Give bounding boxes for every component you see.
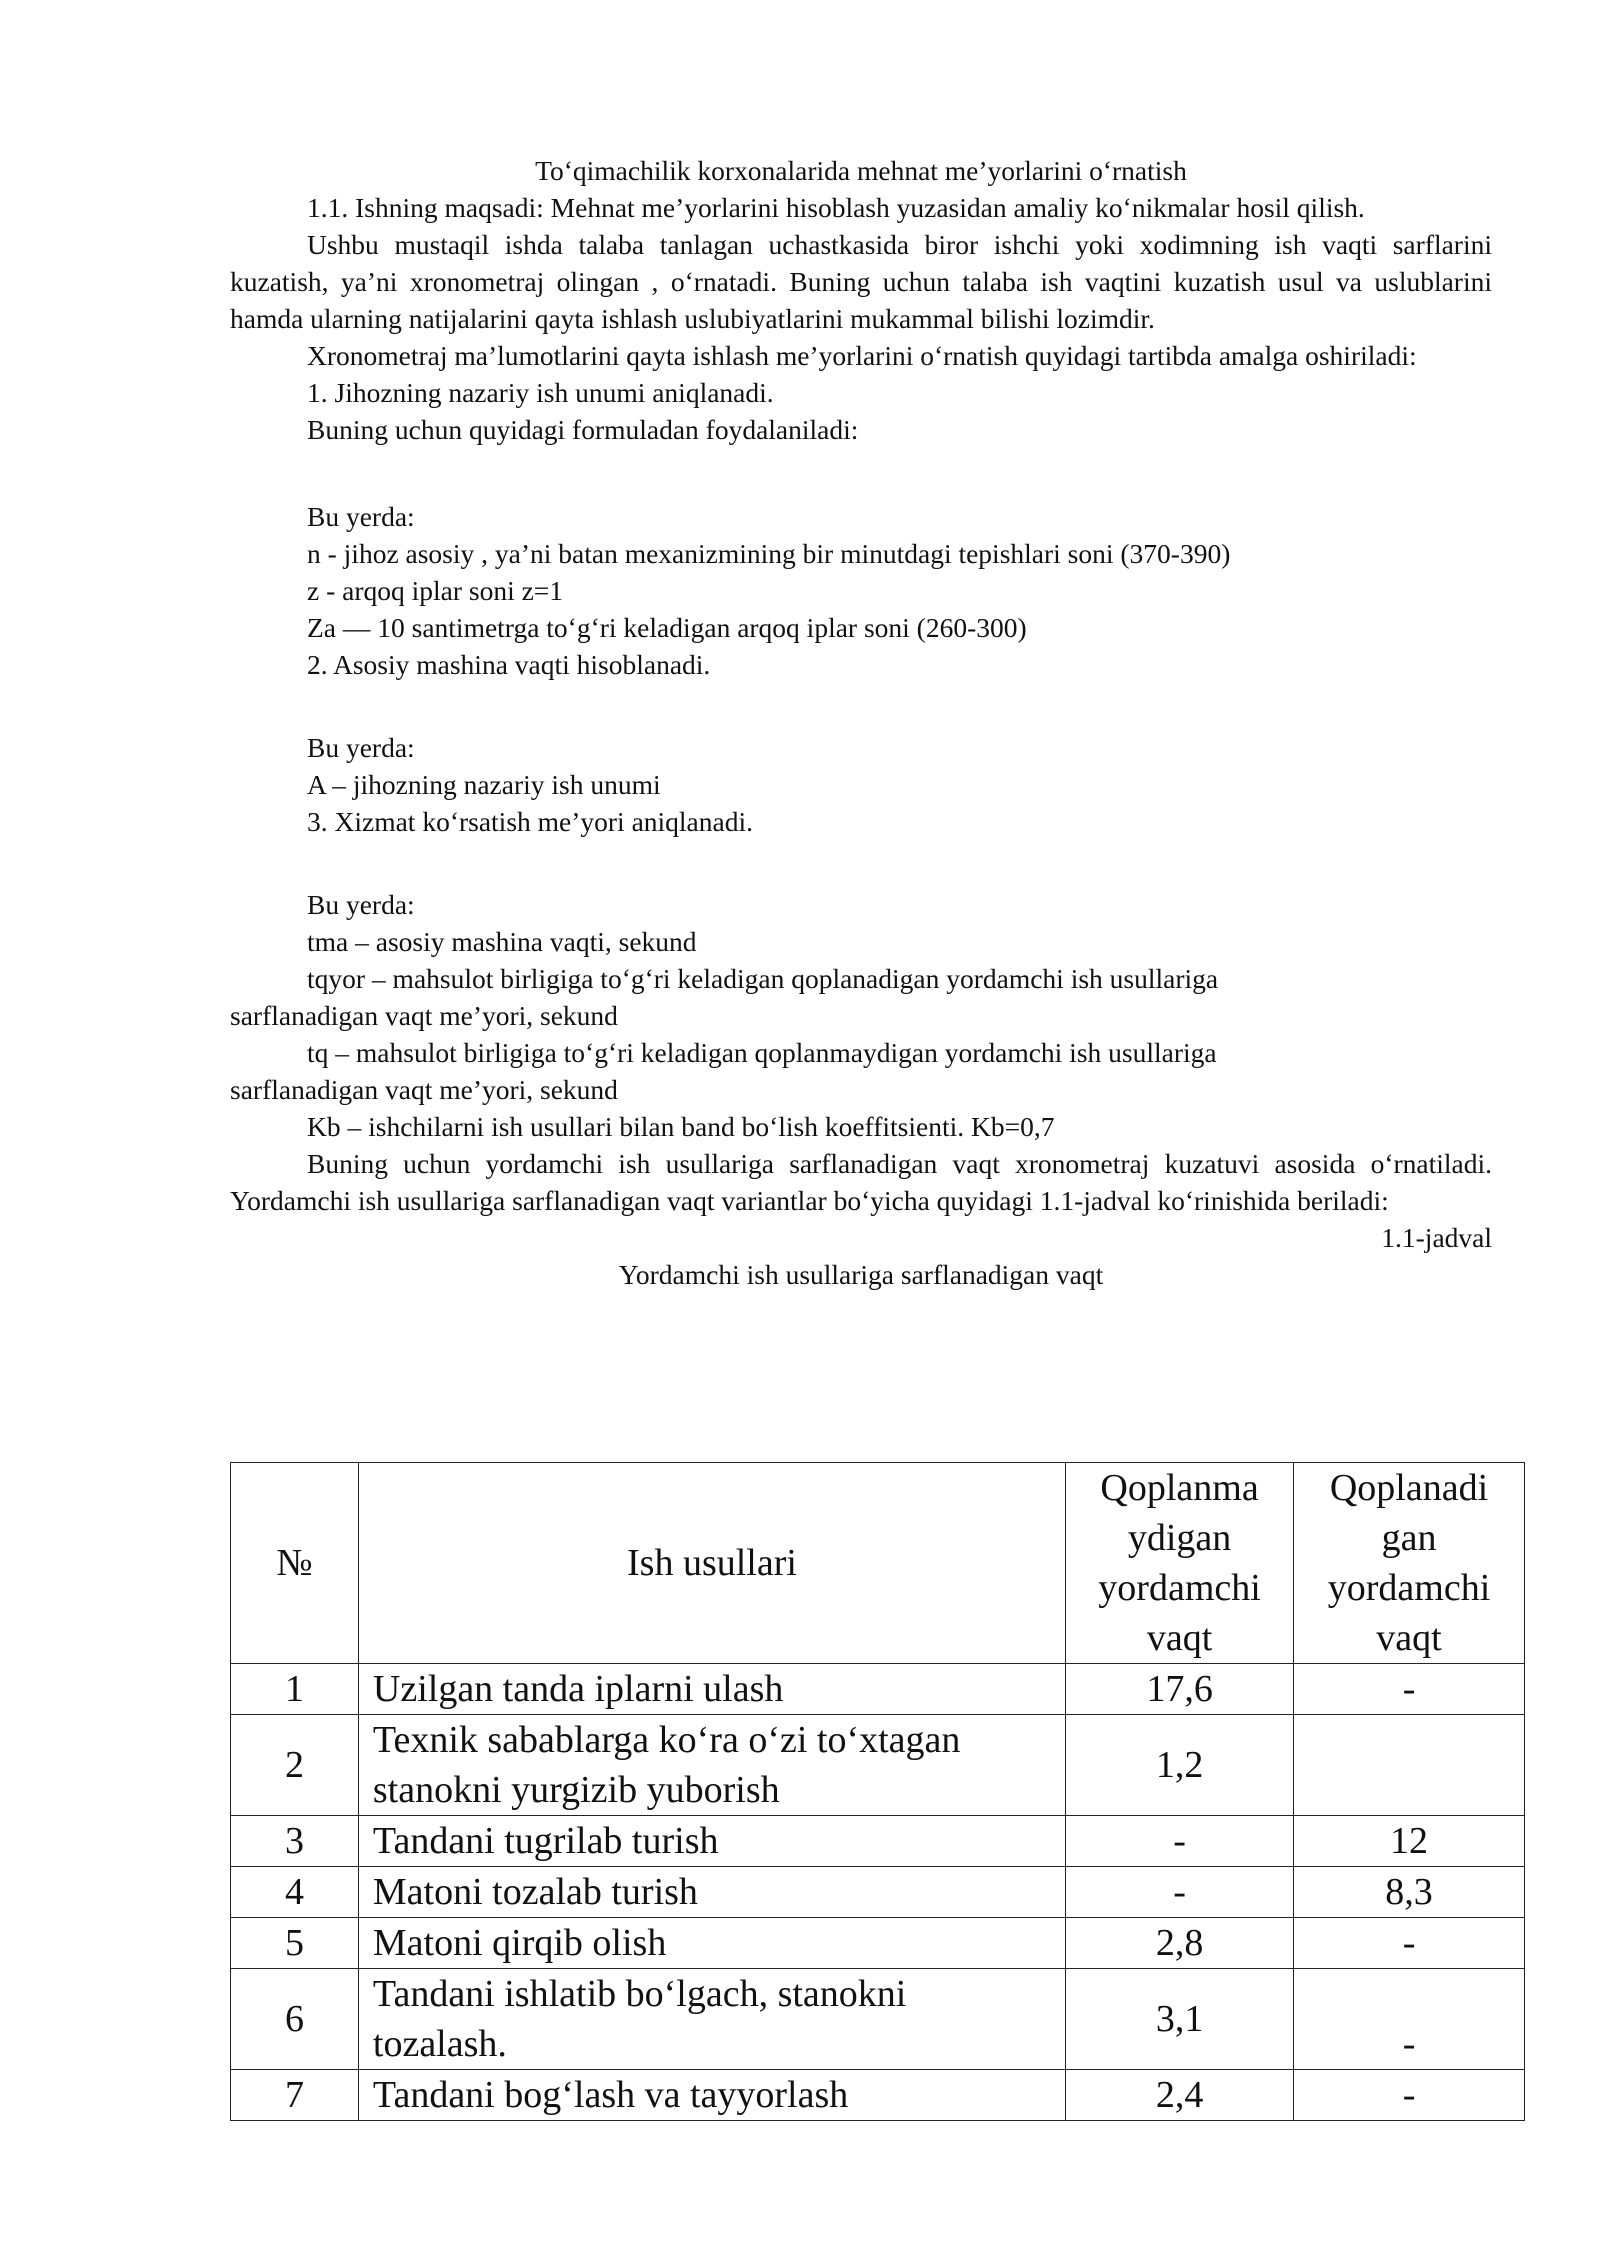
paragraph-goal: 1.1. Ishning maqsadi: Mehnat me’yorlarini hisoblash yuzasidan amaliy ko‘nikmalar hosil qilish. (307, 192, 1365, 223)
row-uncovered-time: 2,4 (1066, 2070, 1294, 2121)
paragraph-procedure: Xronometraj ma’lumotlarini qayta ishlash me’yorlarini o‘rnatish quyidagi tartibda amalga oshiriladi: (307, 340, 1417, 371)
row-covered-time: - (1294, 1918, 1525, 1969)
step-3: 3. Xizmat ko‘rsatish me’yori aniqlanadi. (307, 806, 753, 837)
row-covered-time: - (1294, 1664, 1525, 1715)
definition-tq-cont: sarflanadigan vaqt me’yori, sekund (230, 1074, 618, 1105)
row-covered-time: 8,3 (1294, 1867, 1525, 1918)
table-row (231, 1918, 1525, 1969)
row-uncovered-time: 3,1 (1066, 1969, 1294, 2070)
where-label: Bu yerda: (307, 732, 415, 763)
row-work-method: Texnik sabablarga ko‘ra o‘zi to‘xtagan stanokni yurgizib yuborish (358, 1715, 1065, 1816)
table-row (231, 2070, 1525, 2121)
definition-kb: Kb – ishchilarni ish usullari bilan band bo‘lish koeffitsienti. Kb=0,7 (307, 1111, 1055, 1142)
row-number: 2 (231, 1715, 359, 1816)
paragraph-table-intro: Buning uchun yordamchi ish usullariga sarflanadigan vaqt xronometraj kuzatuvi asosida o‘rnatiladi. Yordamchi ish usullariga sarflanadigan vaqt variantlar bo‘yicha quyidagi 1.1-jadval ko‘rinishida beriladi: (230, 1148, 1492, 1216)
row-number: 1 (231, 1664, 359, 1715)
definition-z: z - arqoq iplar soni z=1 (307, 575, 564, 606)
row-number: 4 (231, 1867, 359, 1918)
formula-placeholder (230, 683, 1492, 729)
formula-intro: Buning uchun quyidagi formuladan foydalaniladi: (307, 414, 859, 445)
definition-tqyor: tqyor – mahsulot birligiga to‘g‘ri keladigan qoplanadigan yordamchi ish usullariga (307, 963, 1219, 994)
row-covered-time (1294, 1715, 1525, 1816)
row-uncovered-time: 1,2 (1066, 1715, 1294, 1816)
row-uncovered-time: 17,6 (1066, 1664, 1294, 1715)
definition-a: A – jihozning nazariy ish unumi (307, 769, 661, 800)
row-number: 5 (231, 1918, 359, 1969)
header-uncovered-time: Qoplanma ydigan yordamchi vaqt (1066, 1463, 1294, 1664)
auxiliary-time-table (230, 1462, 1525, 2121)
row-work-method: Matoni tozalab turish (358, 1867, 1065, 1918)
row-number: 6 (231, 1969, 359, 2070)
paragraph-intro: Ushbu mustaqil ishda talaba tanlagan uchastkasida biror ishchi yoki xodimning ish vaqti sarflarini kuzatish, ya’ni xronometraj olingan , o‘rnatadi. Buning uchun talaba ish vaqtini kuzatish usul va uslublarini hamda ularning natijalarini qayta ishlash uslubiyatlarini mukammal bilishi lozimdir. (230, 229, 1492, 334)
document-title: To‘qimachilik korxonalarida mehnat me’yorlarini o‘rnatish (535, 155, 1187, 186)
row-work-method: Uzilgan tanda iplarni ulash (358, 1664, 1065, 1715)
row-covered-time: - (1294, 1969, 1525, 2070)
table-row (231, 1816, 1525, 1867)
row-number: 7 (231, 2070, 359, 2121)
step-2: 2. Asosiy mashina vaqti hisoblanadi. (307, 649, 711, 680)
definition-za: Za — 10 santimetrga to‘g‘ri keladigan arqoq iplar soni (260-300) (307, 612, 1027, 643)
header-covered-time: Qoplanadi gan yordamchi vaqt (1294, 1463, 1525, 1664)
table-header-row (231, 1463, 1525, 1664)
definition-tq: tq – mahsulot birligiga to‘g‘ri keladigan qoplanmaydigan yordamchi ish usullariga (307, 1037, 1217, 1068)
definition-n: n - jihoz asosiy , ya’ni batan mexanizmining bir minutdagi tepishlari soni (370-390) (307, 538, 1231, 569)
row-uncovered-time: - (1066, 1867, 1294, 1918)
table-row (231, 1969, 1525, 2070)
header-work-methods: Ish usullari (358, 1463, 1065, 1664)
table-label: 1.1-jadval (1381, 1222, 1492, 1253)
row-number: 3 (231, 1816, 359, 1867)
formula-placeholder (230, 840, 1492, 886)
table-row (231, 1664, 1525, 1715)
row-work-method: Matoni qirqib olish (358, 1918, 1065, 1969)
table-row (231, 1715, 1525, 1816)
definition-tqyor-cont: sarflanadigan vaqt me’yori, sekund (230, 1000, 618, 1031)
row-work-method: Tandani bog‘lash va tayyorlash (358, 2070, 1065, 2121)
definition-tma: tma – asosiy mashina vaqti, sekund (307, 926, 697, 957)
where-label: Bu yerda: (307, 889, 415, 920)
row-uncovered-time: 2,8 (1066, 1918, 1294, 1969)
row-covered-time: - (1294, 2070, 1525, 2121)
table-caption: Yordamchi ish usullariga sarflanadigan vaqt (618, 1259, 1104, 1290)
step-1: 1. Jihozning nazariy ish unumi aniqlanadi. (307, 377, 774, 408)
row-work-method: Tandani ishlatib bo‘lgach, stanokni tozalash. (358, 1969, 1065, 2070)
where-label: Bu yerda: (307, 501, 415, 532)
header-number: № (231, 1463, 359, 1664)
document-body (230, 152, 1492, 1293)
table-row (231, 1867, 1525, 1918)
row-uncovered-time: - (1066, 1816, 1294, 1867)
row-work-method: Tandani tugrilab turish (358, 1816, 1065, 1867)
formula-placeholder (230, 448, 1492, 498)
row-covered-time: 12 (1294, 1816, 1525, 1867)
